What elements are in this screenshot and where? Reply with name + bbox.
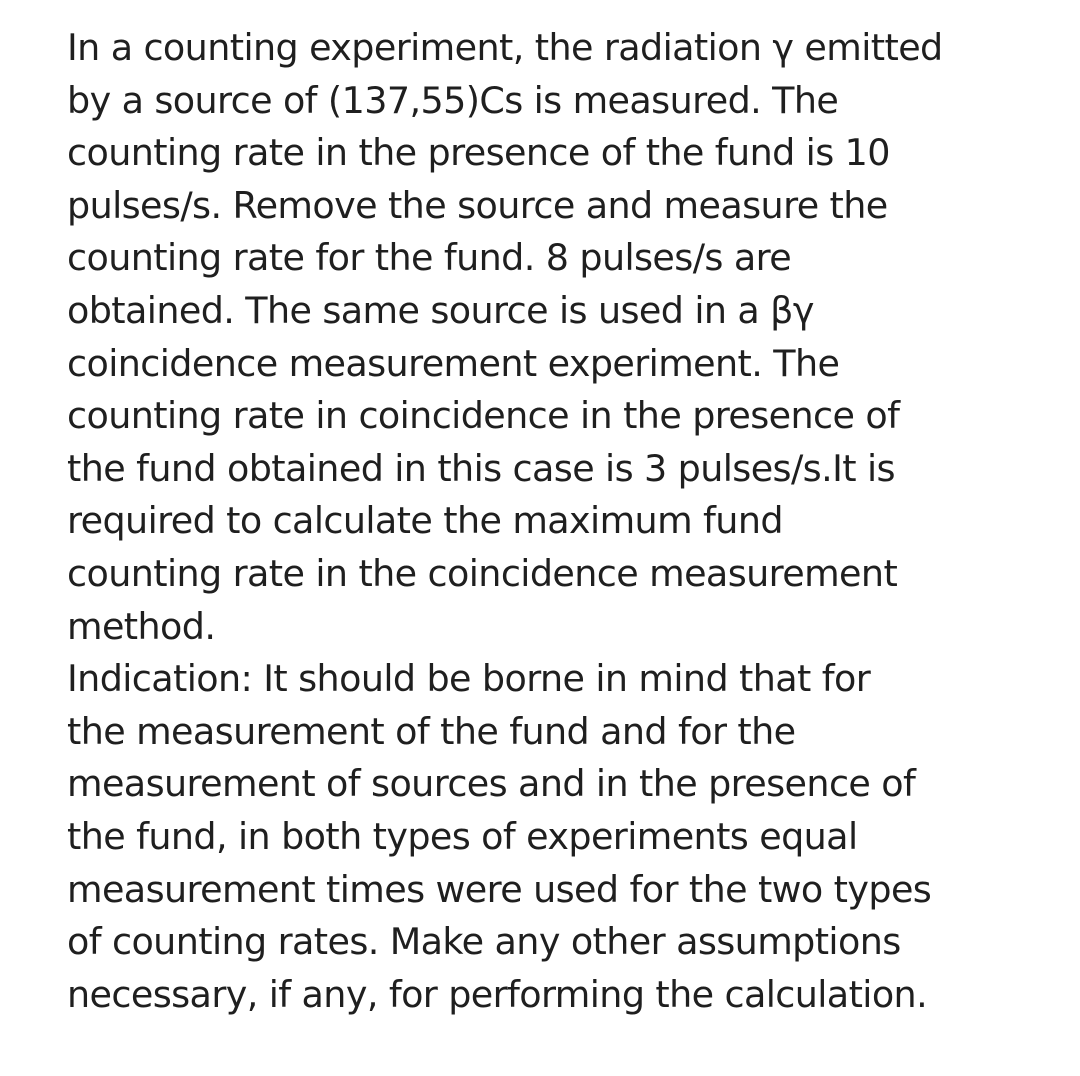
- text-line: coincidence measurement experiment. The: [67, 341, 840, 385]
- text-line: method.: [67, 604, 216, 648]
- text-line: necessary, if any, for performing the calculation.: [67, 972, 928, 1016]
- problem-statement: [67, 22, 1067, 653]
- text-line: measurement times were used for the two types: [67, 867, 932, 911]
- text-line: counting rate in the coincidence measurement: [67, 551, 898, 595]
- text-line: In a counting experiment, the radiation γ emitted: [67, 26, 943, 69]
- document-body: [67, 22, 1067, 1021]
- text-line: pulses/s. Remove the source and measure the: [67, 183, 888, 227]
- text-line: required to calculate the maximum fund: [67, 499, 783, 543]
- indication-note: [67, 653, 1067, 1021]
- text-line: counting rate in the presence of the fund is 10: [67, 131, 890, 175]
- text-line: obtained. The same source is used in a βγ: [67, 288, 814, 332]
- text-line: counting rate for the fund. 8 pulses/s are: [67, 236, 792, 280]
- text-line: counting rate in coincidence in the presence of: [67, 394, 900, 438]
- text-line: Indication: It should be borne in mind that for: [67, 657, 871, 701]
- text-line: the fund obtained in this case is 3 pulses/s.It is: [67, 446, 895, 490]
- text-line: the measurement of the fund and for the: [67, 709, 796, 753]
- text-line: the fund, in both types of experiments equal: [67, 814, 858, 858]
- text-line: of counting rates. Make any other assumptions: [67, 920, 901, 964]
- text-line: measurement of sources and in the presence of: [67, 762, 916, 806]
- text-line: by a source of (137,55)Cs is measured. The: [67, 78, 839, 122]
